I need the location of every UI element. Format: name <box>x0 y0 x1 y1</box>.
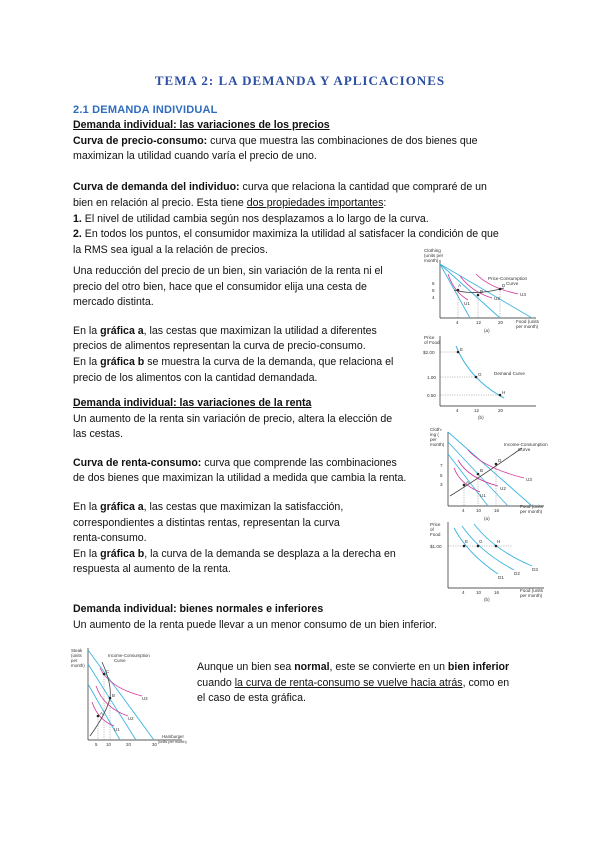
g2-panel-b: (b) <box>484 597 490 602</box>
g2-ylabel-c: per <box>430 437 437 442</box>
g2b-label-h: H <box>497 539 501 544</box>
g1-ylabel-a: Clothing <box>424 248 441 253</box>
g1-curve-label-a: Price-Consumption <box>488 276 528 281</box>
g2-xtick-16: 16 <box>494 508 500 513</box>
g1-plabel-a: Price <box>424 335 435 340</box>
g1-ytick-5: 5 <box>432 288 435 293</box>
g2-ytick-3: 3 <box>440 482 443 487</box>
g2-label-d: D <box>498 458 502 463</box>
g1-ytick-4: 4 <box>432 295 435 300</box>
g1b-xtick-20: 20 <box>498 408 504 413</box>
g3-point-a <box>97 715 100 718</box>
g2-ylabel-b: ing ( <box>430 432 439 437</box>
g1-plabel-b: of Food <box>424 340 440 345</box>
g3-xtick-20: 20 <box>126 742 131 747</box>
g2-d2-label: D2 <box>514 571 520 576</box>
g1-label-a: A <box>458 283 462 288</box>
g1-point-d <box>499 288 502 291</box>
g3-xtick-10: 10 <box>106 742 111 747</box>
g1-budget-line-1 <box>440 264 470 318</box>
g2b-label-e: E <box>465 539 469 544</box>
g2-xlabel-a: Food (units <box>520 504 543 509</box>
g2-plabel-b: of <box>430 527 434 532</box>
g2-ylabel-a: Cloth- <box>430 427 443 432</box>
g2-ytick-5: 5 <box>440 473 443 478</box>
g3-curve-label-a: Income-Consumption <box>108 653 150 658</box>
g1-panel-b: (b) <box>478 415 484 420</box>
g1-budget-line-3 <box>440 264 532 318</box>
g2-label-b: B <box>480 468 484 473</box>
g1-ytick-6: 6 <box>432 281 435 286</box>
price-consumption-figure <box>420 246 540 422</box>
g2b-xtick-16: 16 <box>494 590 500 595</box>
g2-label-a: A <box>466 480 470 485</box>
g1b-label-h: H <box>502 390 506 395</box>
part3-text: Demanda individual: bienes normales e inferiores Un aumento de la renta puede llevar a un menor consumo de un bien inferior. <box>73 602 543 633</box>
g2-plabel-c: Food <box>430 532 441 537</box>
g1-curve-label-b: Curve <box>506 281 519 286</box>
g1-u3-label: U3 <box>520 292 526 297</box>
part3-heading: Demanda individual: bienes normales e inferiores <box>73 603 324 615</box>
g1-point-b <box>477 294 480 297</box>
g1-xtick-20: 20 <box>498 320 504 325</box>
g1-ylabel-c: month) <box>424 258 439 263</box>
g1b-point-g <box>475 376 478 379</box>
g1-point-a <box>457 289 460 292</box>
g1-ptick-1: 1.00 <box>427 375 436 380</box>
g3-point-b <box>109 697 112 700</box>
g2-d1-label: D1 <box>498 575 504 580</box>
g2-ytick-7: 7 <box>440 463 443 468</box>
g3-xlabel-b: (units per month) <box>158 740 187 744</box>
g3-label-a: A <box>100 711 103 716</box>
inferior-good-figure <box>70 644 188 750</box>
g3-ylabel-c: per <box>71 658 78 663</box>
g1-ptick-2: $2.00 <box>423 350 435 355</box>
g1-xtick-4: 4 <box>456 320 459 325</box>
part1-text: Demanda individual: las variaciones de los precios Curva de precio-consumo: curva que muestra las combinaciones de dos bienes que maximizan la utilidad cuando varía el precio de uno. Curva de demanda del individuo: curva que relaciona la cantidad que compraré de un bien en relación al precio. Esta tiene dos propiedades importantes: 1. El nivel de utilidad cambia según nos desplazamos a lo largo de la curva. 2. En todos los puntos, el consumidor maximiza la utilidad al satisfacer la condición de que la RMS sea igual a la relación de precios. <box>73 118 533 258</box>
g2-d3-curve <box>474 524 532 566</box>
g3-ylabel-a: Steak <box>71 648 83 653</box>
part2-heading: Demanda individual: las variaciones de la renta <box>73 397 312 409</box>
g2-ylabel-d: month) <box>430 442 445 447</box>
g2-point-a <box>463 484 466 487</box>
g3-u3-label: U3 <box>142 696 148 701</box>
g1b-label-e: E <box>460 347 464 352</box>
g3-xtick-5: 5 <box>95 742 98 747</box>
part3-quote: Aunque un bien sea normal, este se convierte en un bien inferior cuando la curva de renta-consumo se vuelve hacia atrás, como en el caso de esta gráfica. <box>197 661 510 705</box>
g1b-point-e <box>457 351 460 354</box>
section-heading: 2.1 DEMANDA INDIVIDUAL <box>73 104 218 116</box>
part1-text-b: Una reducción del precio de un bien, sin variación de la renta ni el precio del otro bien, hace que el consumidor elija una cesta de mercado distinta. En la gráfica a, las cestas que maximizan la utilidad a diferentes precios de alimentos representan la curva de precio-consumo. En la gráfica b se muestra la curva de la demanda, que relaciona el precio de los alimentos con la cantidad demandada. <box>73 265 394 384</box>
g1-xtick-12: 12 <box>476 320 482 325</box>
g3-curve-label-b: Curve <box>114 658 126 663</box>
g2b-xlabel-a: Food (units <box>520 588 543 593</box>
g2b-label-g: G <box>479 539 483 544</box>
g3-u2-label: U2 <box>128 716 134 721</box>
income-consumption-figure <box>428 424 548 604</box>
g2-u3-label: U3 <box>526 477 532 482</box>
g1b-xtick-4: 4 <box>456 408 459 413</box>
g3-xlabel-a: Hamburger <box>162 734 184 739</box>
g1-label-b: B <box>480 289 484 294</box>
g2-curve-label-b: Curve <box>518 447 531 452</box>
part1-heading: Demanda individual: las variaciones de los precios <box>73 119 330 131</box>
g2-u1-label: U1 <box>480 493 486 498</box>
g1-xlabel-a: Food (units <box>516 319 539 324</box>
g2-point-b <box>477 473 480 476</box>
g2-plabel-a: Price <box>430 522 441 527</box>
g2-xtick-10: 10 <box>476 508 482 513</box>
g1-price-consumption-curve <box>454 288 504 293</box>
g2b-point-h <box>495 545 498 548</box>
g1-ylabel-b: (units per <box>424 253 444 258</box>
g2-curve-label-a: Income-Consumption <box>504 442 548 447</box>
g3-u1-label: U1 <box>114 727 120 732</box>
g2-d2-curve <box>462 526 514 570</box>
g2-xlabel-b: per month) <box>520 509 543 514</box>
g3-ylabel-d: month) <box>71 663 85 668</box>
g1-xlabel-b: per month) <box>516 324 539 329</box>
page-title: TEMA 2: LA DEMANDA Y APLICACIONES <box>154 73 446 88</box>
part2-text: Demanda individual: las variaciones de la renta Un aumento de la renta sin variación de precio, altera la elección de las cestas. Curva de renta-consumo: curva que comprende las combinaciones de dos bienes que maximizan la utilidad a medida que cambia la renta. En la gráfica a, las cestas que maximizan la satisfacción, correspondientes a distintas rentas, representan la curva renta-consumo. En la gráfica b, la curva de la demanda se desplaza a la derecha en respuesta al aumento de la renta. <box>73 396 433 578</box>
g2-xtick-4: 4 <box>462 508 465 513</box>
g2-d3-label: D3 <box>532 567 538 572</box>
g2-ptick: $1.00 <box>430 544 442 549</box>
g3-label-b: B <box>112 693 115 698</box>
g2-u2-label: U2 <box>500 486 506 491</box>
g3-label-c: C <box>106 669 110 674</box>
g1-u1-label: U1 <box>464 301 470 306</box>
g3-point-c <box>103 673 106 676</box>
g2-panel-a: (a) <box>484 516 490 521</box>
g2-d1-curve <box>454 528 501 574</box>
g2b-point-g <box>477 545 480 548</box>
g1b-label-g: G <box>478 372 482 377</box>
g2b-point-e <box>463 545 466 548</box>
g1-label-d: D <box>502 283 506 288</box>
g1-u2-label: U2 <box>494 296 500 301</box>
g3-ylabel-b: (units <box>71 653 82 658</box>
g1b-point-h <box>499 394 502 397</box>
g1-panel-a: (a) <box>484 328 490 333</box>
g2-point-d <box>495 463 498 466</box>
g3-xtick-30: 30 <box>152 742 157 747</box>
g1-ptick-050: 0.50 <box>427 393 436 398</box>
g2b-xtick-4: 4 <box>462 590 465 595</box>
g2b-xlabel-b: per month) <box>520 593 543 598</box>
g3-u1-curve <box>92 702 114 726</box>
g2b-xtick-10: 10 <box>476 590 482 595</box>
g1-demand-label: Demand Curve <box>494 371 525 376</box>
g1b-xtick-12: 12 <box>474 408 480 413</box>
